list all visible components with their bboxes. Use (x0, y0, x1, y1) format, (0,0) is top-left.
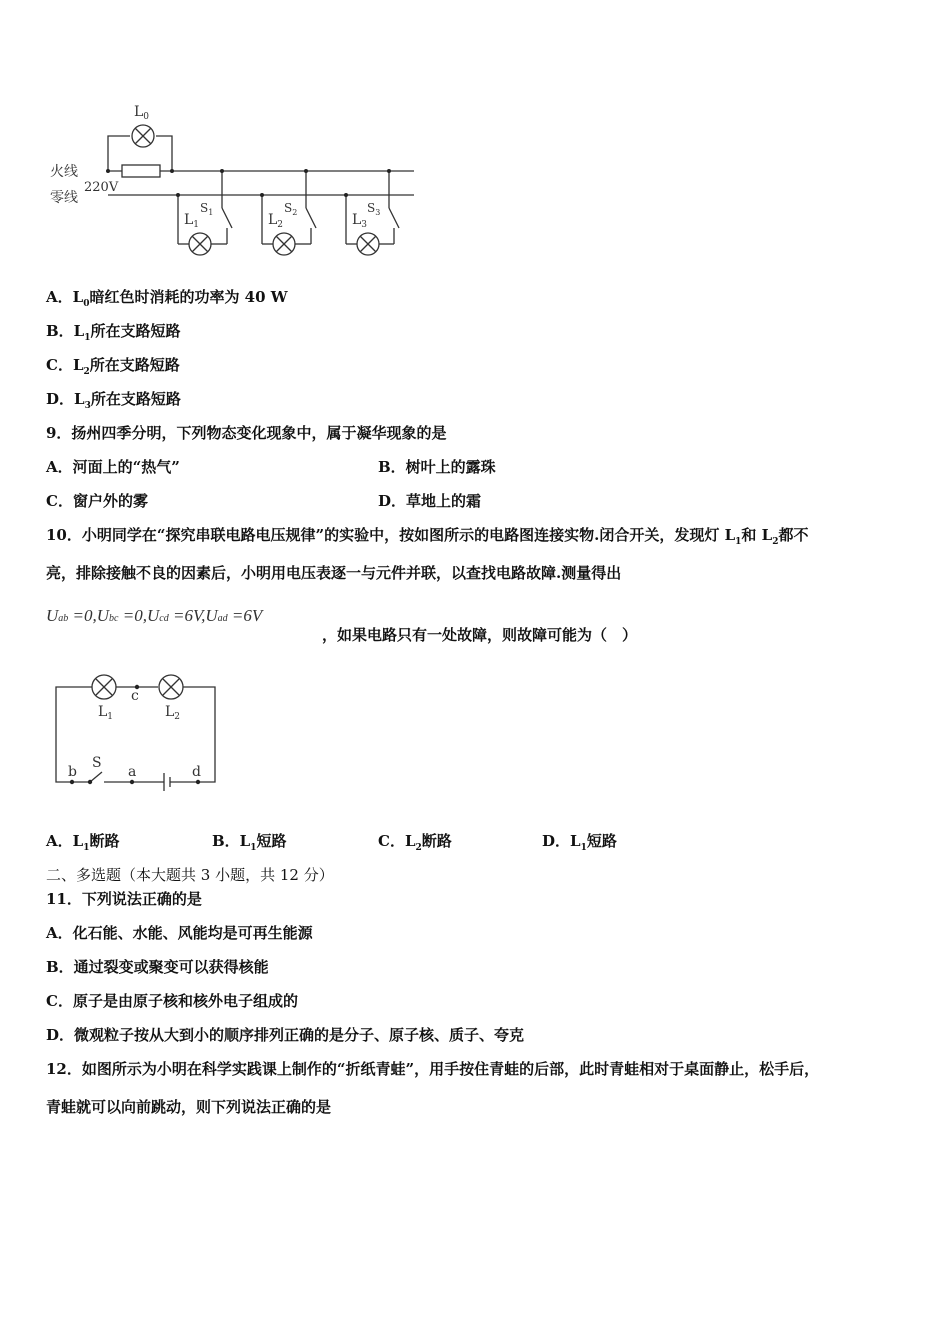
switch-2-label: $S_2$ (284, 201, 298, 217)
node-c-label: c (131, 688, 139, 704)
q9-stem: 9．扬州四季分明，下列物态变化现象中，属于凝华现象的是 (46, 424, 447, 442)
q10-voltage-formula: Uab =0,Ubc =0,Ucd =6V,Uad =6V (46, 606, 263, 625)
household-circuit-diagram (44, 96, 424, 266)
switch-1-label: $S_1$ (200, 201, 214, 217)
q9-option-b[interactable]: B．树叶上的露珠 (378, 458, 496, 476)
q10-option-a[interactable]: A．$L_1$断路 (46, 832, 120, 853)
voltage-label: 220V (84, 180, 119, 195)
q8-option-d[interactable]: D．$L_3$所在支路短路 (46, 390, 181, 411)
q10-stem-line1: 10．小明同学在“探究串联电路电压规律”的实验中，按如图所示的电路图连接实物.闭合开关，发现灯 $L_1$和 $L_2$都不 (46, 526, 809, 547)
q10-option-c[interactable]: C．$L_2$断路 (378, 832, 452, 853)
l1-label: $L_1$ (98, 704, 114, 722)
q8-option-a[interactable]: A．$L_0$暗红色时消耗的功率为 40 W (46, 288, 288, 309)
section-heading: 二、多选题（本大题共 3 小题，共 12 分） (46, 866, 334, 884)
q8-option-c[interactable]: C．$L_2$所在支路短路 (46, 356, 180, 377)
q10-stem-line3: ，如果电路只有一处故障，则故障可能为（ ） (322, 626, 638, 644)
q9-option-d[interactable]: D．草地上的霜 (378, 492, 482, 510)
lamp-1-label: $L_1$ (184, 212, 200, 230)
switch-3-label: $S_3$ (367, 201, 381, 217)
node-b-label: b (68, 764, 77, 780)
node-d-label: d (192, 764, 201, 780)
q11-option-c[interactable]: C．原子是由原子核和核外电子组成的 (46, 992, 298, 1010)
l2-label: $L_2$ (165, 704, 181, 722)
lamp-2-label: $L_2$ (268, 212, 284, 230)
q10-option-b[interactable]: B．$L_1$短路 (212, 832, 287, 853)
q10-option-d[interactable]: D．$L_1$短路 (542, 832, 617, 853)
q9-option-c[interactable]: C．窗户外的雾 (46, 492, 148, 510)
q11-stem: 11．下列说法正确的是 (46, 890, 202, 908)
neutral-wire-label: 零线 (50, 190, 78, 206)
q9-option-a[interactable]: A．河面上的“热气” (46, 458, 180, 476)
lamp-3-label: $L_3$ (352, 212, 368, 230)
q11-option-d[interactable]: D．微观粒子按从大到小的顺序排列正确的是分子、原子核、质子、夸克 (46, 1026, 525, 1044)
q8-option-b[interactable]: B．$L_1$所在支路短路 (46, 322, 181, 343)
series-circuit-diagram (44, 666, 234, 798)
l0-label: $L_0$ (134, 104, 150, 122)
live-wire-label: 火线 (50, 164, 78, 180)
q12-stem-line1: 12．如图所示为小明在科学实践课上制作的“折纸青蛙”，用手按住青蛙的后部，此时青蛙相对于桌面静止，松手后， (46, 1060, 820, 1078)
node-a-label: a (128, 764, 137, 780)
q12-stem-line2: 青蛙就可以向前跳动，则下列说法正确的是 (46, 1098, 332, 1116)
switch-s-label: S (92, 755, 102, 771)
q10-stem-line2: 亮，排除接触不良的因素后，小明用电压表逐一与元件并联，以查找电路故障.测量得出 (46, 564, 622, 582)
q11-option-a[interactable]: A．化石能、水能、风能均是可再生能源 (46, 924, 313, 942)
q11-option-b[interactable]: B．通过裂变或聚变可以获得核能 (46, 958, 269, 976)
